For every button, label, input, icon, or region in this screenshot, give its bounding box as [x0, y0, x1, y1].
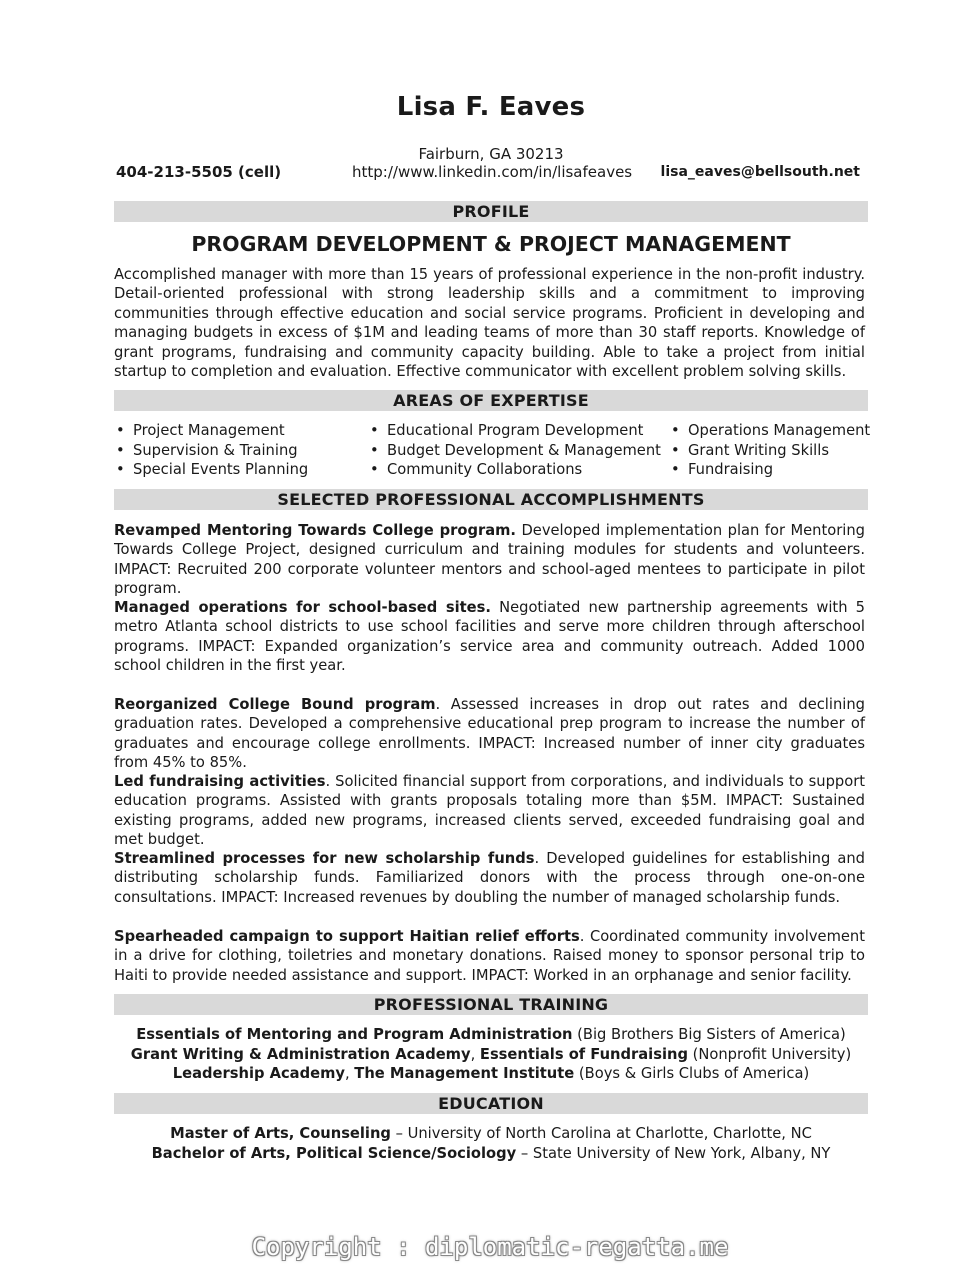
bullet-icon: • — [370, 422, 379, 439]
copyright-watermark: Copyright : diplomatic-regatta.me — [251, 1233, 729, 1261]
expertise-item: • Supervision & Training — [116, 441, 298, 459]
bullet-icon: • — [671, 422, 680, 439]
expertise-column-1 — [114, 421, 308, 480]
accomplishment-item: Reorganized College Bound program. Assessed increases in drop out rates and declining graduation rates. Developed a comprehensive educational prep program to increase the number of graduates and encourage college enrollments. IMPACT: Increased number of inner city graduates from 45% to 85%. — [114, 696, 865, 772]
expertise-item: • Educational Program Development — [370, 422, 644, 439]
profile-title: PROGRAM DEVELOPMENT & PROJECT MANAGEMENT — [191, 232, 791, 256]
expertise-item: • Special Events Planning — [116, 461, 309, 479]
bullet-icon: • — [671, 461, 680, 479]
training-list — [114, 1025, 868, 1084]
accomplishment-item: Revamped Mentoring Towards College program. Developed implementation plan for Mentoring Towards College Project, designed curriculum and training modules for students and volunteers. IMPACT: Recruited 200 corporate volunteer mentors and school-aged mentees to participate in pilot program. — [114, 522, 865, 598]
training-line: Essentials of Mentoring and Program Administration (Big Brothers Big Sisters of America) — [136, 1026, 846, 1043]
education-line: Bachelor of Arts, Political Science/Sociology – State University of New York, Albany, NY — [151, 1144, 831, 1162]
bullet-icon: • — [116, 422, 125, 439]
candidate-city: Fairburn, GA 30213 — [418, 145, 564, 163]
expertise-item: • Fundraising — [671, 461, 774, 479]
profile-summary: Accomplished manager with more than 15 years of professional experience in the non-profit industry. Detail-oriented professional with strong leadership skills and a commitment to improving communities through effective education and social service programs. Proficient in developing and managing budgets in excess of $1M and leading teams of more than 30 staff reports. Knowledge of grant programs, fundraising and community capacity building. Able to take a project from initial startup to completion and evaluation. Effective communicator with excellent problem solving skills. — [114, 266, 865, 381]
expertise-item: • Project Management — [116, 422, 285, 439]
accomplishments-heading: SELECTED PROFESSIONAL ACCOMPLISHMENTS — [114, 489, 868, 510]
education-list — [114, 1124, 868, 1163]
expertise-item: • Community Collaborations — [370, 461, 583, 479]
expertise-item: • Grant Writing Skills — [671, 441, 830, 459]
bullet-icon: • — [116, 461, 125, 479]
phone-number: 404-213-5505 (cell) — [116, 163, 282, 181]
education-heading: EDUCATION — [114, 1093, 868, 1114]
accomplishment-item: Spearheaded campaign to support Haitian relief efforts. Coordinated community involvement in a drive for clothing, toiletries and monetary donations. Raised money to sponsor personal trip to Haiti to provide needed assistance and support. IMPACT: Worked in an orphanage and senior facility. — [114, 928, 865, 984]
linkedin-url[interactable]: http://www.linkedin.com/in/lisafeaves — [352, 163, 633, 181]
candidate-name: Lisa F. Eaves — [396, 92, 586, 122]
email-address[interactable]: lisa_eaves@bellsouth.net — [660, 164, 860, 180]
expertise-column-3 — [669, 421, 870, 480]
contact-row — [114, 163, 868, 183]
bullet-icon: • — [116, 441, 125, 459]
accomplishment-item: Managed operations for school-based sites. Negotiated new partnership agreements with 5 metro Atlanta school districts to use school facilities and serve more children through afterschool programs. IMPACT: Expanded organization’s service area and community outreach. Added 1000 school children in the first year. — [114, 599, 865, 675]
expertise-item: • Budget Development & Management — [370, 441, 661, 459]
expertise-item: • Operations Management — [671, 422, 871, 439]
training-heading: PROFESSIONAL TRAINING — [114, 994, 868, 1015]
training-line: Leadership Academy, The Management Institute (Boys & Girls Clubs of America) — [172, 1065, 810, 1083]
accomplishment-item: Led fundraising activities. Solicited financial support from corporations, and individuals to support education programs. Assisted with grants proposals totaling more than $5M. IMPACT: Sustained existing programs, added new programs, increased clients served, exceeded fundraising goal and met budget. — [114, 773, 865, 849]
bullet-icon: • — [370, 461, 379, 479]
accomplishment-item: Streamlined processes for new scholarship funds. Developed guidelines for establishing and distributing scholarship funds. Familiarized donors with the process through one-on-one consultations. IMPACT: Increased revenues by doubling the number of managed scholarship funds. — [114, 850, 865, 906]
bullet-icon: • — [370, 441, 379, 459]
profile-heading: PROFILE — [114, 201, 868, 222]
bullet-icon: • — [671, 441, 680, 459]
education-line: Master of Arts, Counseling – University of North Carolina at Charlotte, Charlotte, NC — [170, 1125, 812, 1142]
expertise-column-2 — [368, 421, 661, 480]
expertise-heading: AREAS OF EXPERTISE — [114, 390, 868, 411]
training-line: Grant Writing & Administration Academy, Essentials of Fundraising (Nonprofit University) — [130, 1045, 852, 1063]
